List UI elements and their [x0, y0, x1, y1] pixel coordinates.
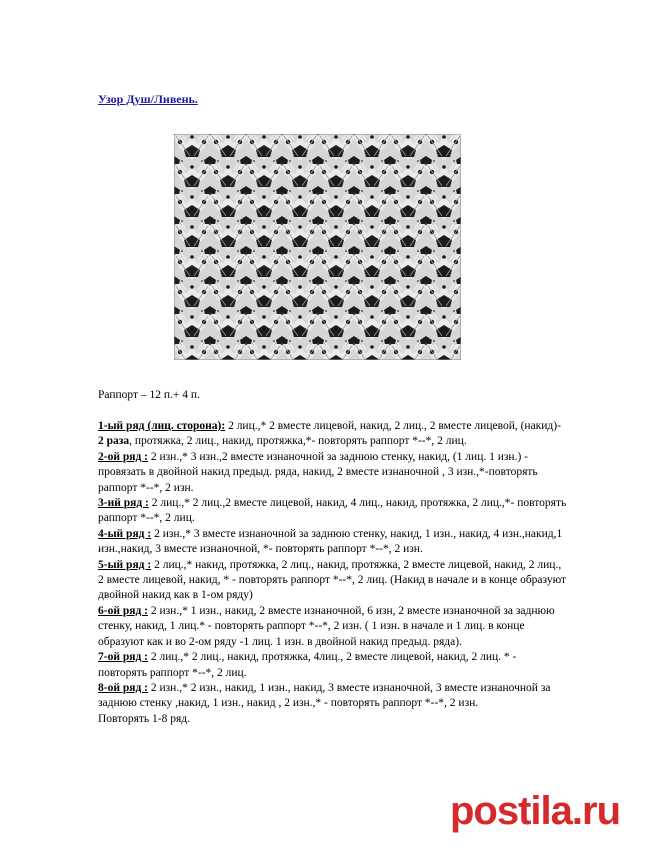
row-text: 2 лиц.,* 2 лиц.,2 вместе лицевой, накид, 4 лиц., накид, протяжка, 2 лиц.,*- повторять раппорт *--*, 2 лиц.	[98, 497, 567, 525]
row-label: 6-ой ряд :	[98, 604, 148, 617]
row-text: 2 изн.,* 3 изн.,2 вместе изнаночной за заднюю стенку, накид, (1 лиц. 1 изн.) - провязать в двойной накид предыд. ряда, накид, 2 вместе изнаночной , 3 изн.,*-повторять раппорт *--*, 2 изн.	[98, 450, 538, 494]
footer-line: Повторять 1-8 ряд.	[98, 712, 190, 725]
knitting-photo	[174, 134, 461, 360]
row-text-bold: 2 раза	[98, 435, 130, 448]
row-6	[98, 604, 568, 650]
row-text: 2 лиц.,* 2 вместе лицевой, накид, 2 лиц., 2 вместе лицевой, (накид)-	[225, 420, 561, 432]
row-text: 2 изн.,* 2 изн., накид, 1 изн., накид, 3 вместе изнаночной, 3 вместе изнаночной за заднюю стенку ,накид, 1 изн., накид , 2 изн.,* - повторять раппорт *--*, 2 изн.	[98, 681, 551, 710]
row-label: 8-ой ряд :	[98, 681, 148, 694]
row-text: 2 изн.,* 3 вместе изнаночной за заднюю стенку, накид, 1 изн., накид, 4 изн.,накид,1 изн.,накид, 3 вместе изнаночной, *- повторять раппорт *--*, 2 изн.	[98, 527, 563, 556]
row-label: 7-ой ряд :	[98, 651, 148, 664]
row-2	[98, 450, 568, 496]
row-3	[98, 496, 568, 527]
row-text: 2 изн.,* 1 изн., накид, 2 вместе изнаночной, 6 изн, 2 вместе изнаночной за заднюю стенку, накид, 1 лиц.* - повторять раппорт *--*, 2 изн. ( 1 изн. в начале и 1 лиц. в конце образуют как и во 2-ом ряду -1 лиц. 1 изн. в двойной накид предыд. ряда).	[98, 604, 555, 648]
row-text: 2 лиц.,* накид, протяжка, 2 лиц., накид, протяжка, 2 вместе лицевой, накид, 2 лиц., 2 вместе лицевой, накид, * - повторять раппорт *--*, 2 лиц. (Накид в начале и в конце образуют двойной накид как в 1-ом ряду)	[98, 558, 567, 602]
logo-text: postila.ru	[449, 789, 621, 833]
row-1	[98, 419, 568, 450]
row-5	[98, 558, 568, 604]
row-4	[98, 527, 568, 558]
row-instructions	[98, 419, 568, 727]
pattern-title[interactable]: Узор Душ/Ливень.	[98, 92, 198, 106]
postila-logo[interactable]	[420, 786, 650, 834]
row-7	[98, 650, 568, 681]
row-label: 1-ый ряд (лиц. сторона):	[98, 420, 226, 432]
repeat-line: Раппорт – 12 п.+ 4 п.	[98, 389, 200, 401]
row-label: 2-ой ряд :	[98, 450, 148, 463]
row-text: , протяжка, 2 лиц., накид, протяжка,*- повторять раппорт *--*, 2 лиц.	[129, 435, 467, 448]
row-text: 2 лиц.,* 2 лиц., накид, протяжка, 4лиц., 2 вместе лицевой, накид, 2 лиц. * - повторять раппорт *--*, 2 лиц.	[98, 651, 517, 679]
row-label: 4-ый ряд :	[98, 527, 152, 540]
row-label: 5-ый ряд :	[98, 558, 152, 571]
row-8	[98, 681, 568, 712]
row-label: 3-ий ряд :	[98, 497, 149, 510]
